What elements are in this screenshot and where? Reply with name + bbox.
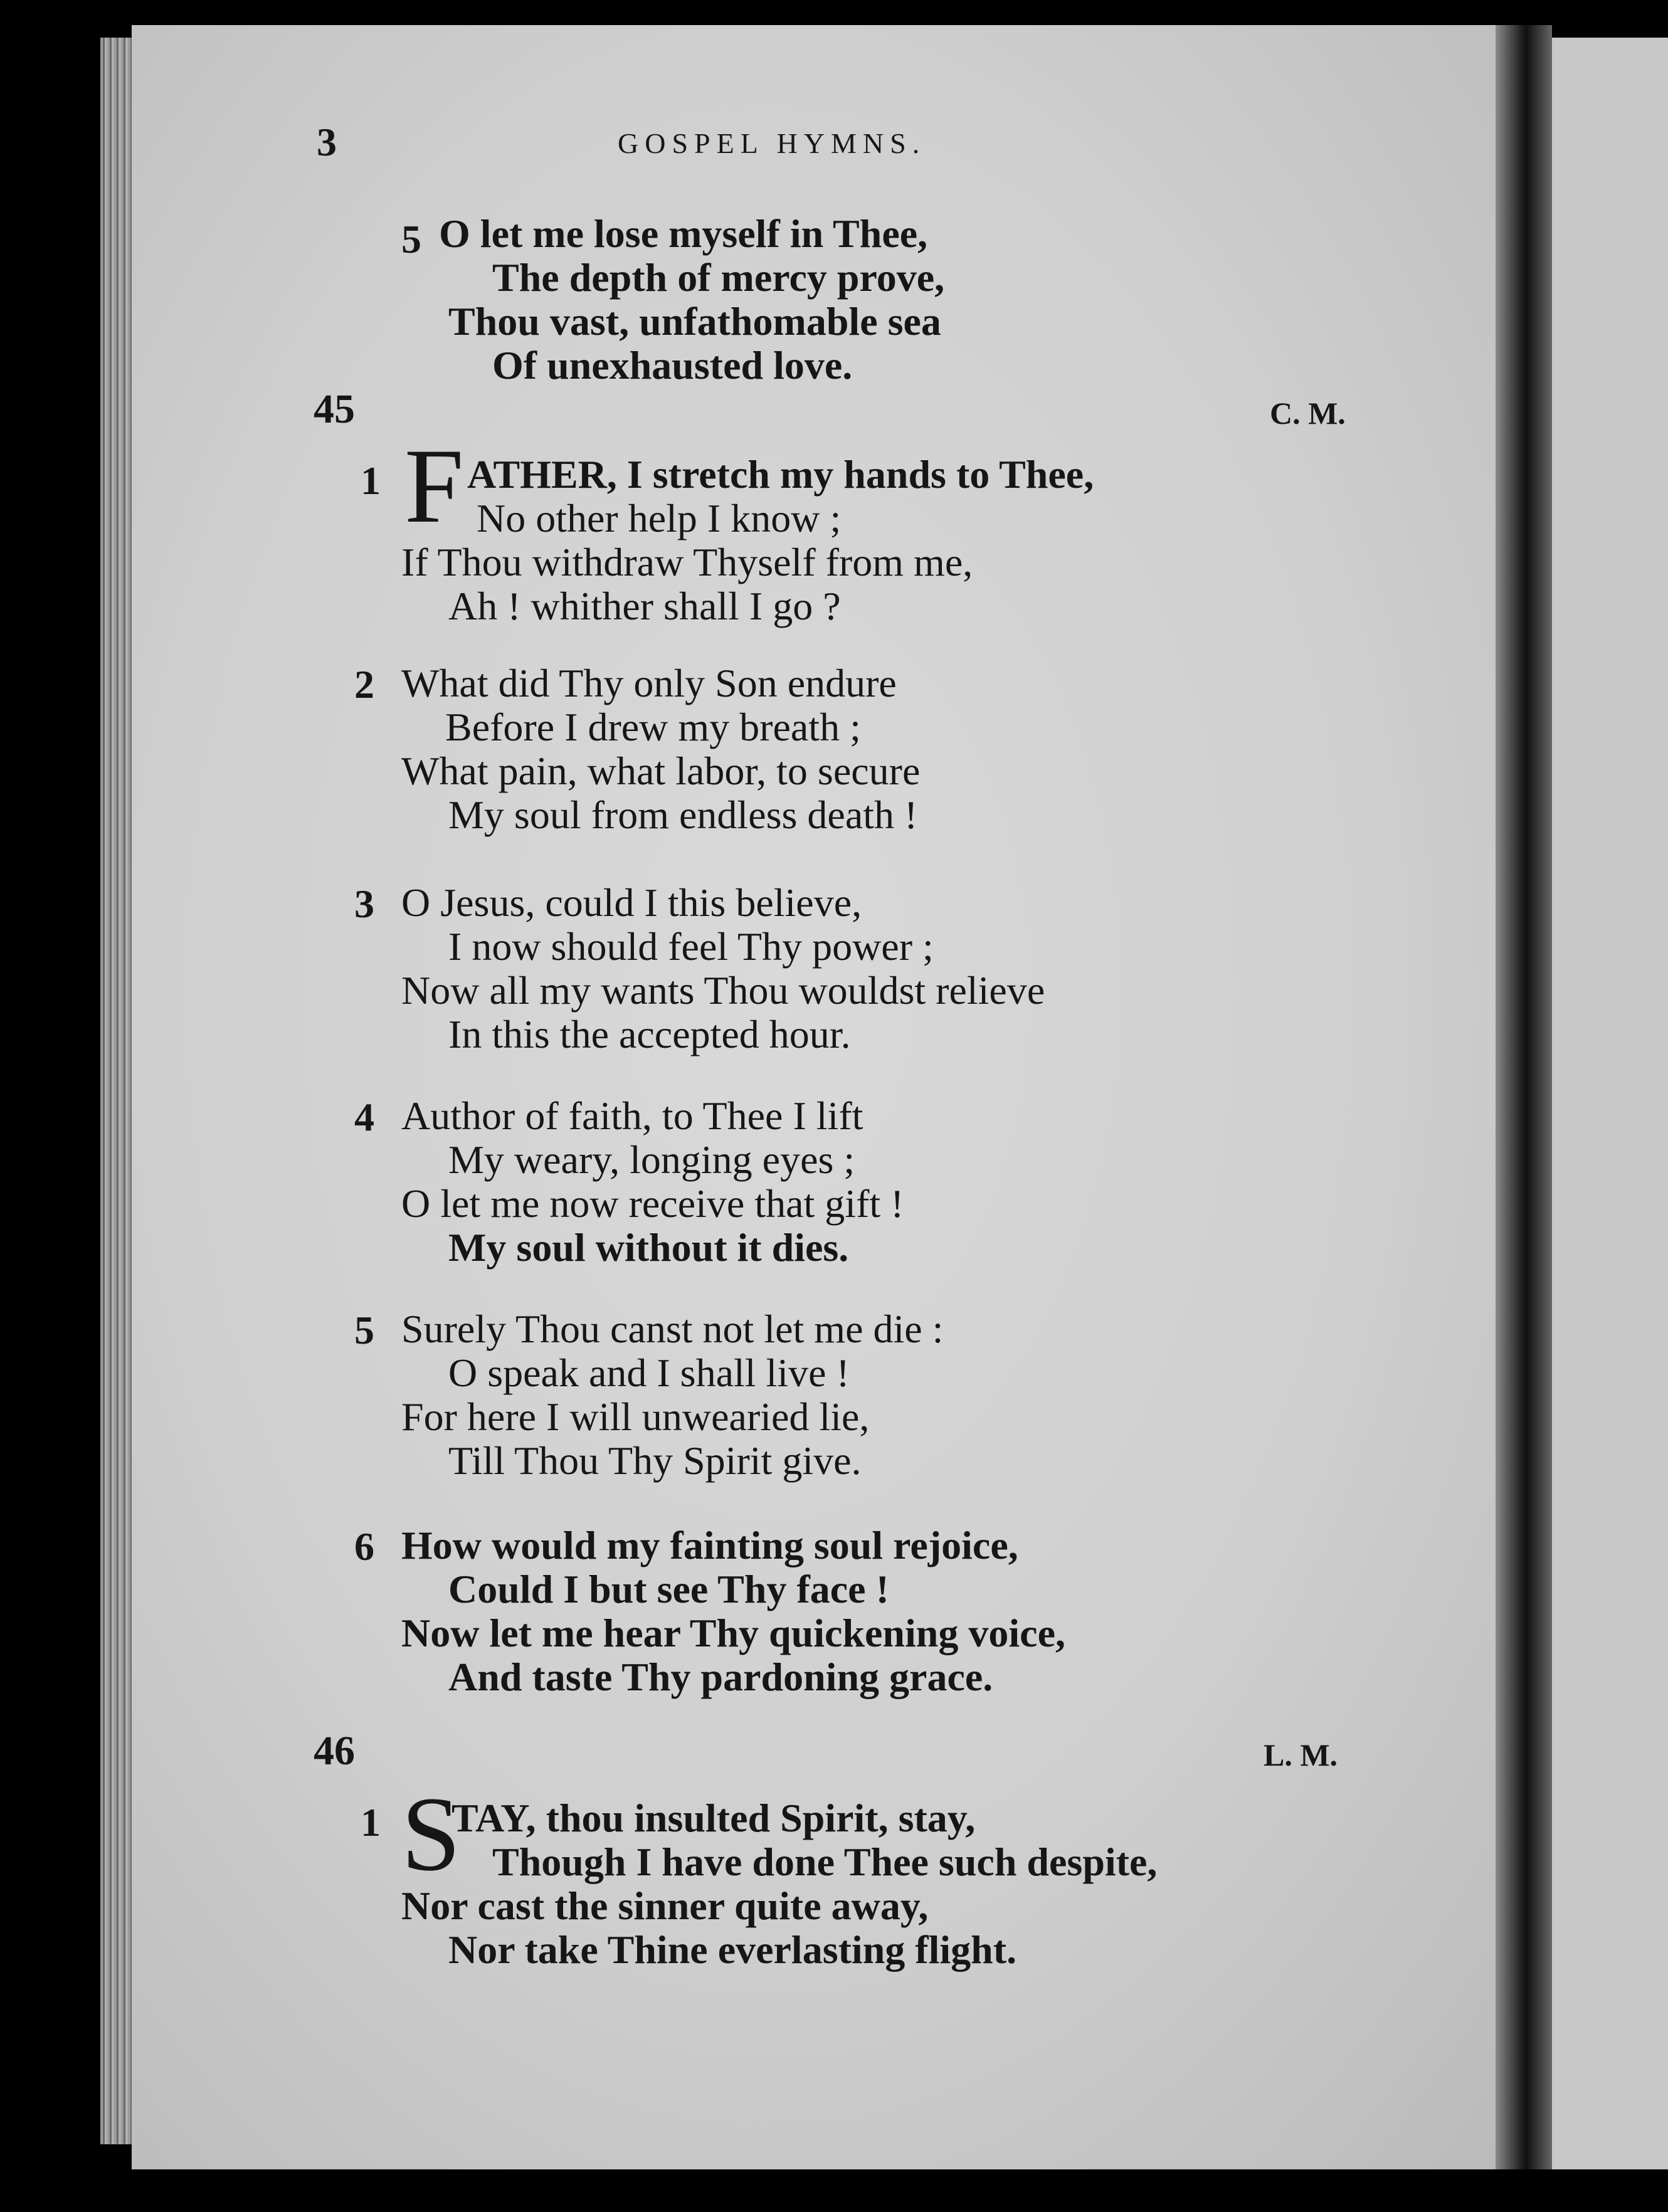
stanza-line: Author of faith, to Thee I lift: [401, 1093, 863, 1138]
stanza-line: What did Thy only Son endure: [401, 661, 897, 705]
stanza-line: My soul from endless death !: [448, 793, 918, 837]
stanza-line: For here I will unwearied lie,: [401, 1394, 870, 1439]
stanza-line: In this the accepted hour.: [448, 1012, 851, 1056]
stanza-number: 1: [361, 1800, 381, 1845]
stanza-line: Of unexhausted love.: [492, 343, 853, 387]
stanza-line: O let me lose myself in Thee,: [439, 211, 928, 256]
stanza-line: O speak and I shall live !: [448, 1351, 850, 1395]
stanza-line: How would my fainting soul rejoice,: [401, 1523, 1018, 1567]
stanza-number: 5: [354, 1308, 374, 1352]
book-gutter: [1496, 25, 1552, 2169]
page-header: [0, 119, 1668, 169]
stanza-line: The depth of mercy prove,: [492, 255, 945, 300]
stanza-number: 5: [401, 217, 421, 261]
stanza-line: O let me now receive that gift !: [401, 1181, 904, 1226]
stanza-line: Nor take Thine everlasting flight.: [448, 1927, 1017, 1972]
stanza-line: Now all my wants Thou wouldst relieve: [401, 968, 1045, 1013]
stanza-line: Nor cast the sinner quite away,: [401, 1883, 929, 1928]
stanza-line: My weary, longing eyes ;: [448, 1137, 855, 1182]
drop-cap: F: [404, 427, 464, 545]
stanza-line: ATHER, I stretch my hands to Thee,: [467, 452, 1094, 497]
stanza-line: Thou vast, unfathomable sea: [448, 299, 941, 344]
drop-cap: S: [401, 1775, 461, 1893]
stanza-line: What pain, what labor, to secure: [401, 749, 921, 793]
hymn-number: 46: [314, 1728, 355, 1774]
stanza-line: TAY, thou insulted Spirit, stay,: [451, 1796, 976, 1840]
stanza-number: 4: [354, 1095, 374, 1139]
hymn-meter: C. M.: [1270, 396, 1346, 431]
stanza-line: My soul without it dies.: [448, 1225, 849, 1270]
stanza-line: If Thou withdraw Thyself from me,: [401, 540, 973, 584]
facing-page-edge: [1552, 38, 1668, 2169]
page-number: 3: [317, 120, 337, 164]
stanza-line: Ah ! whither shall I go ?: [448, 584, 841, 628]
running-head: GOSPEL HYMNS.: [618, 127, 926, 159]
stanza-number: 2: [354, 662, 374, 707]
stanza-line: Surely Thou canst not let me die :: [401, 1307, 944, 1351]
stanza-line: O Jesus, could I this believe,: [401, 880, 862, 925]
stanza-line: Could I but see Thy face !: [448, 1567, 889, 1611]
stanza-line: Though I have done Thee such despite,: [492, 1840, 1158, 1884]
stanza-line: Till Thou Thy Spirit give.: [448, 1438, 862, 1483]
hymn-meter: L. M.: [1264, 1737, 1338, 1772]
stanza-line: I now should feel Thy power ;: [448, 924, 934, 969]
stanza-number: 6: [354, 1524, 374, 1569]
stanza-line: And taste Thy pardoning grace.: [448, 1655, 993, 1699]
stanza-line: Before I drew my breath ;: [445, 705, 861, 749]
stanza-number: 1: [361, 458, 381, 503]
hymn-number: 45: [314, 386, 355, 432]
stanza-line: No other help I know ;: [477, 496, 842, 540]
stanza-number: 3: [354, 882, 374, 926]
stanza-line: Now let me hear Thy quickening voice,: [401, 1611, 1065, 1655]
